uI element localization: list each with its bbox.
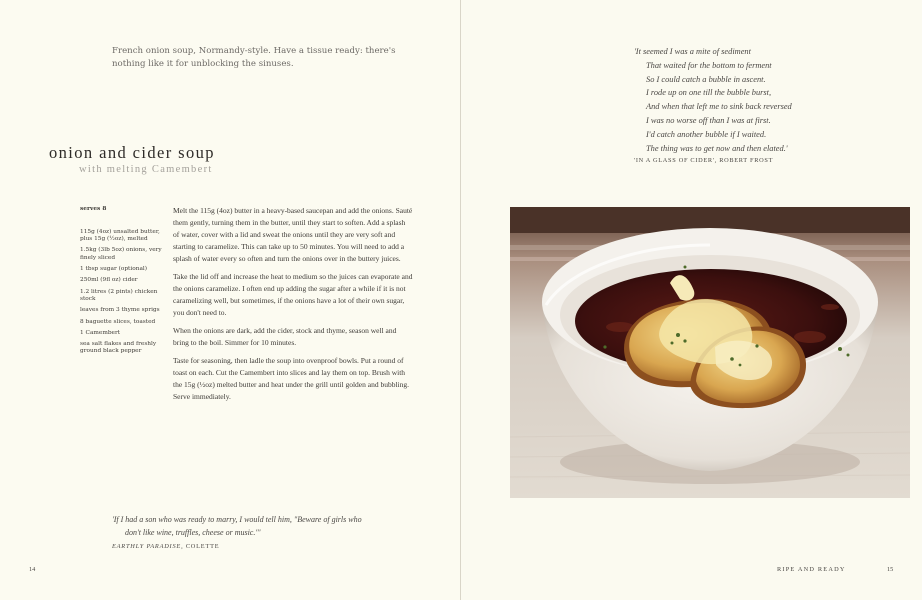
ingredient-item: 1 tbsp sugar (optional) (80, 266, 148, 273)
ingredient-item: leaves from 3 thyme sprigs (80, 307, 160, 314)
soup-bowl-illustration (510, 207, 910, 498)
method-text (173, 205, 413, 410)
quote-source (112, 543, 219, 550)
ingredient-item: 8 baguette slices, toasted (80, 318, 156, 325)
ingredient-item: 1 Camembert (80, 329, 121, 336)
poem-line: The thing was to get now and then elated.' (646, 143, 788, 153)
ingredient-item: 1.2 litres (2 pints) chicken stock (80, 288, 158, 303)
method-paragraph: Taste for seasoning, then ladle the soup into ovenproof bowls. Put a round of toast on each. Cut the Camembert into slices and lay them on top. Brush with the 15g (½oz) melted butter and heat under the grill until golden and bubbling. Serve immediately. (173, 356, 409, 402)
quote-line: 'If I had a son who was ready to marry, I would tell him, "Beware of girls who (112, 515, 362, 524)
poem-line: I rode up on one till the bubble burst, (646, 88, 772, 98)
quote-source-author: COLETTE (185, 543, 220, 550)
quote-line: don't like wine, truffles, cheese or music."' (125, 527, 261, 537)
soup-photo (510, 207, 910, 498)
intro-text: French onion soup, Normandy-style. Have a tissue ready: there's nothing like it for unblocking the sinuses. (112, 46, 396, 70)
quote-source-title: EARTHLY PARADISE (112, 543, 182, 550)
ingredient-item: 250ml (9fl oz) cider (80, 277, 138, 284)
ingredient-item: 1.5kg (3lb 5oz) onions, very finely sliced (80, 247, 162, 261)
page-number-left: 14 (29, 566, 36, 573)
poem-line: I'd catch another bubble if I waited. (646, 129, 767, 139)
serves-label: serves 8 (80, 206, 107, 212)
ingredient-item: 115g (4oz) unsalted butter, plus 15g (½oz), melted (80, 228, 160, 243)
colette-quote (112, 514, 412, 539)
poem-line: So I could catch a bubble in ascent. (646, 74, 766, 84)
poem-line: And when that left me to sink back reversed (646, 102, 792, 112)
running-head: RIPE AND READY (777, 566, 846, 573)
recipe-title: onion and cider soup (49, 143, 215, 162)
poem-line: 'It seemed I was a mite of sediment (634, 47, 751, 56)
recipe-subtitle: with melting Camembert (79, 164, 213, 175)
ingredients-list (80, 206, 168, 360)
left-page (0, 0, 460, 600)
method-paragraph: Melt the 115g (4oz) butter in a heavy-based saucepan and add the onions. Sauté them gently, turning them in the butter, until they start to soften. Add a splash of water, cover with a lid and sweat the onions until they are very soft and starting to caramelize. This can take up to 50 minutes. You will need to add a splash of water every so often and turn the onions over in the buttery juices. (173, 206, 413, 263)
poem-line: I was no worse off than I was at first. (646, 115, 771, 125)
method-paragraph: When the onions are dark, add the cider, stock and thyme, season well and bring to the boil. Simmer for 10 minutes. (173, 326, 397, 348)
page-number-right: 15 (887, 566, 894, 573)
method-paragraph: Take the lid off and increase the heat to medium so the juices can evaporate and the onions caramelize. I often end up adding the sugar after a while if it is not caramelizing well, but sometimes, if the onions have a lot of their own sugar, you don't need to. (173, 272, 413, 317)
quote-source-separator: , (181, 543, 186, 550)
frost-poem (634, 45, 894, 155)
poem-source: 'IN A GLASS OF CIDER', ROBERT FROST (634, 157, 774, 164)
poem-line: That waited for the bottom to ferment (646, 60, 772, 70)
ingredient-item: sea salt flakes and freshly ground black pepper (80, 340, 157, 355)
